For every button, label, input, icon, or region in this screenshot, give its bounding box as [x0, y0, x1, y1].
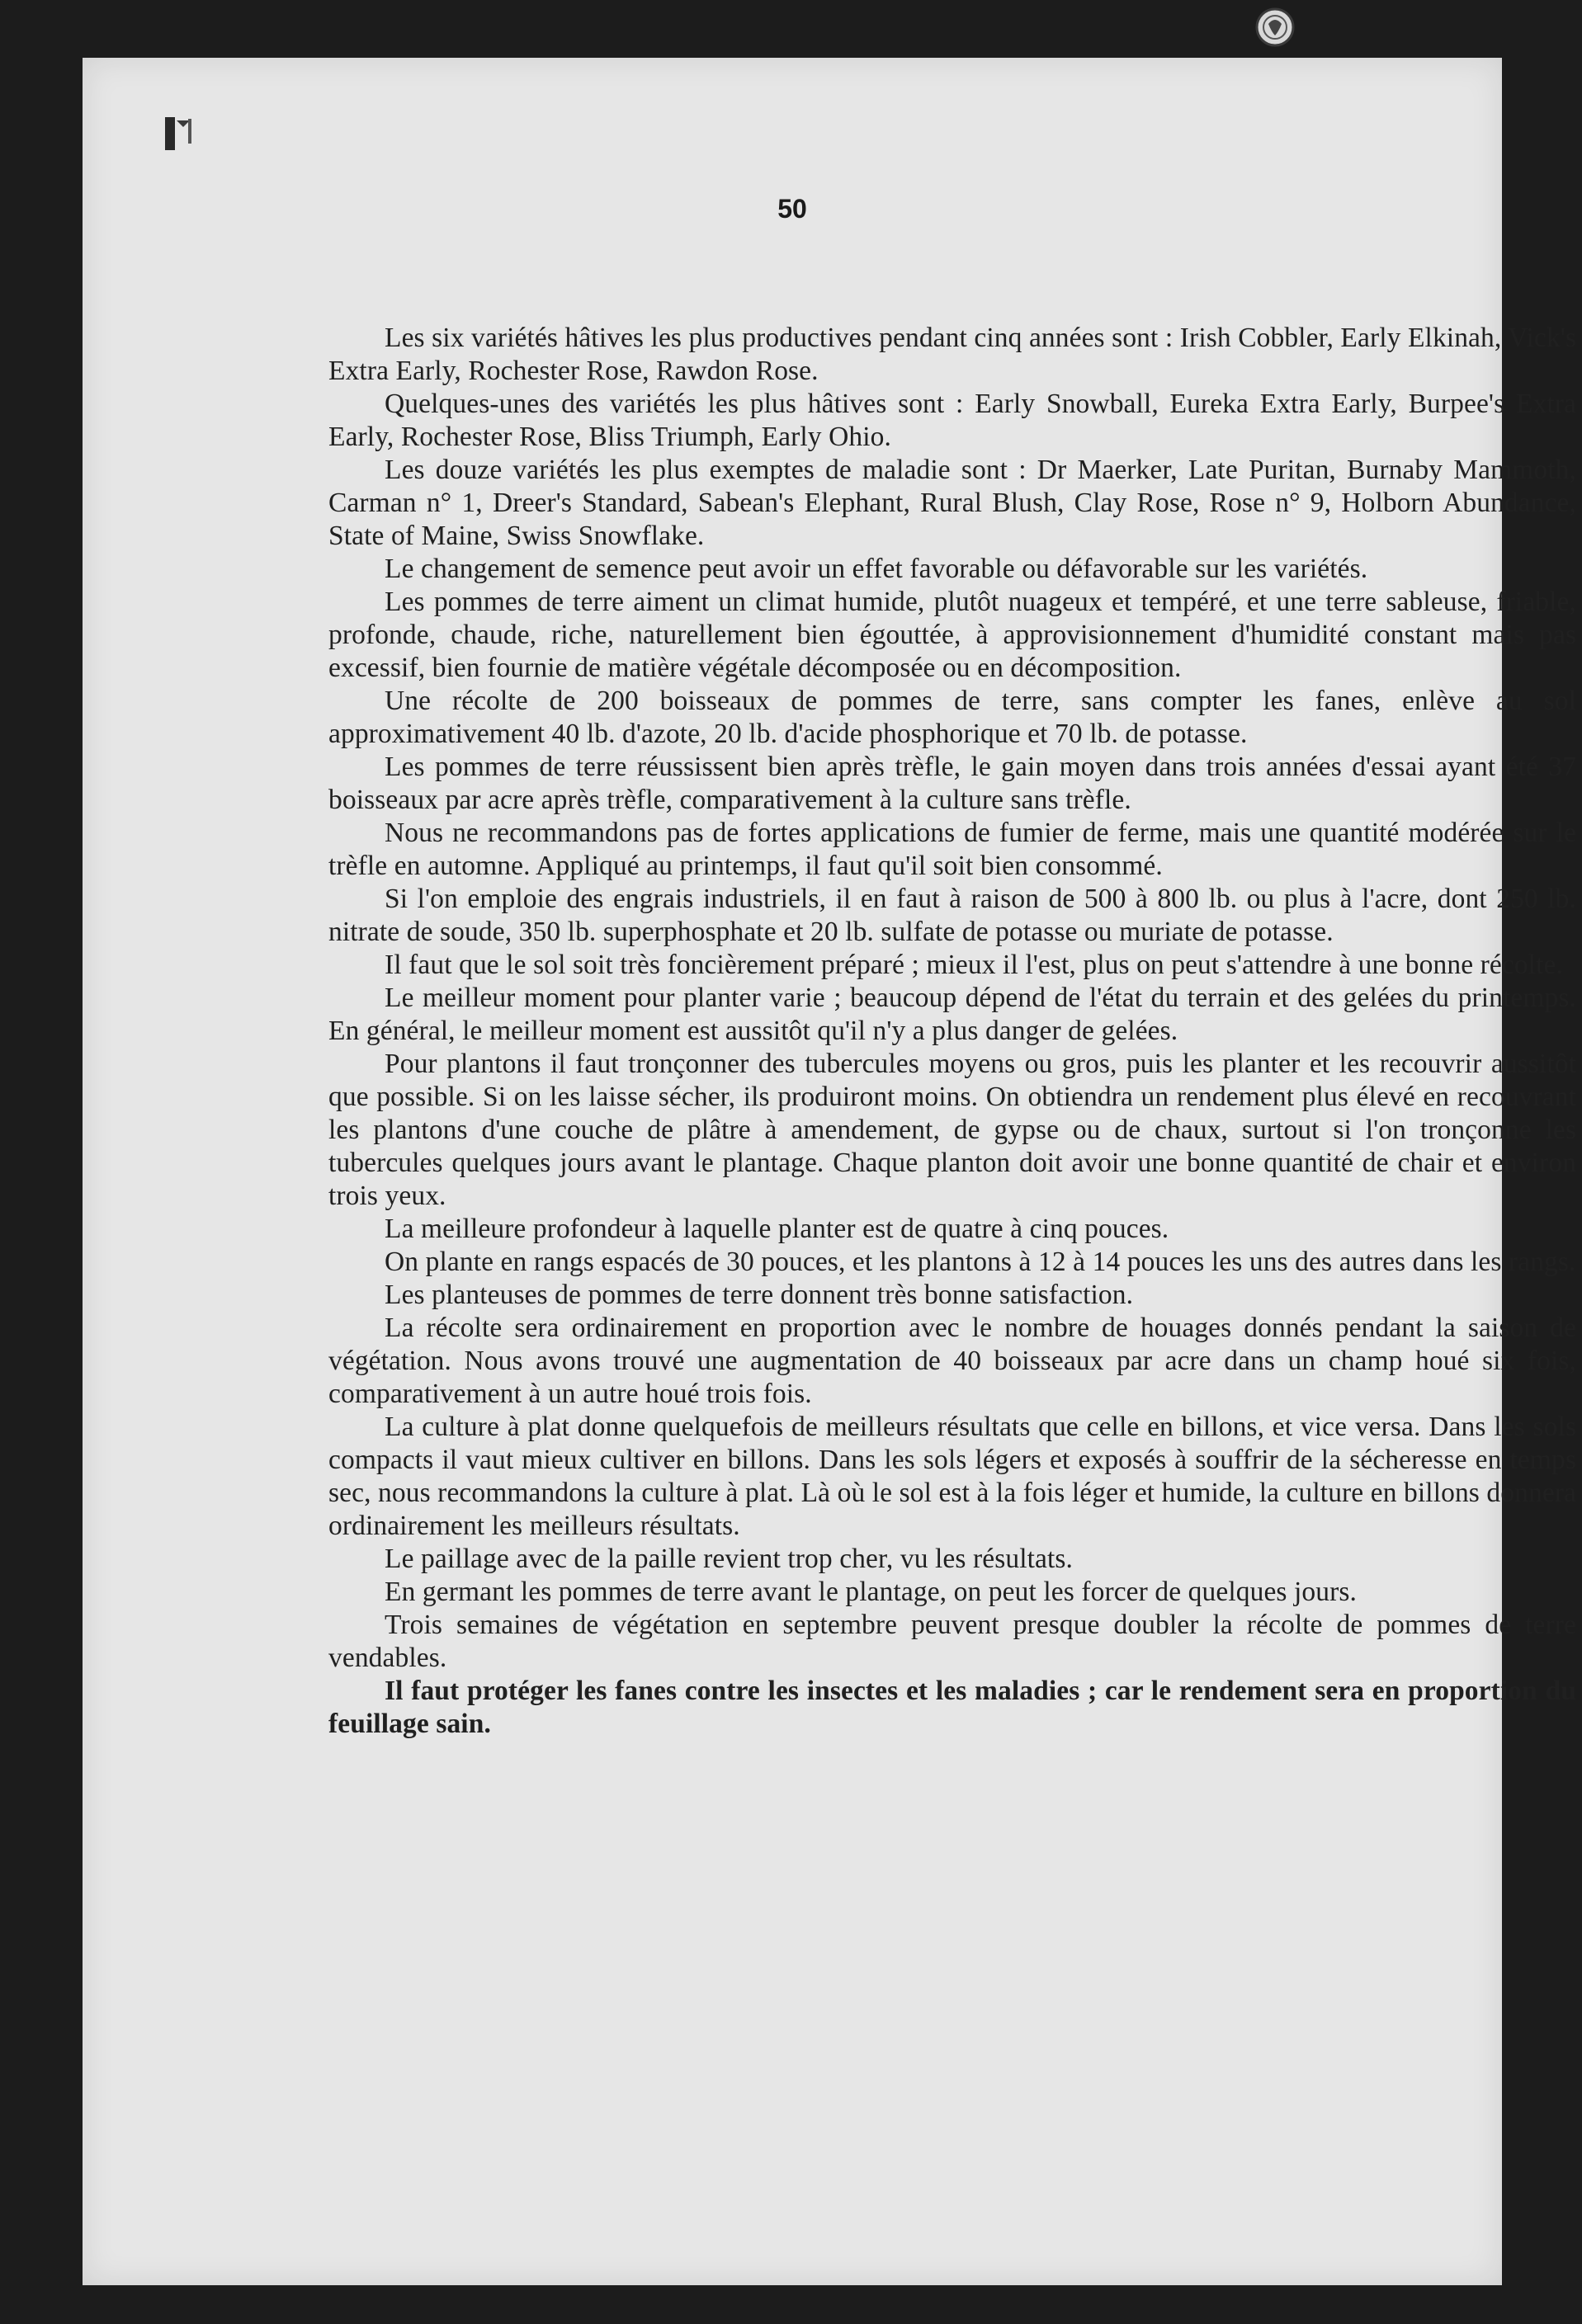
paragraph-conclusion: Il faut protéger les fanes contre les insectes et les maladies ; car le rendement sera en proportion du feuillage sain.	[328, 1676, 1576, 1739]
paragraph: Les planteuses de pommes de terre donnent très bonne satisfaction.	[385, 1280, 1134, 1310]
page-number: 50	[777, 194, 807, 224]
paragraph: Trois semaines de végétation en septembre peuvent presque doubler la récolte de pommes de terre vendables.	[328, 1610, 1576, 1673]
paragraph: Le meilleur moment pour planter varie ; beaucoup dépend de l'état du terrain et des gelées du printemps. En général, le meilleur moment est aussitôt qu'il n'y a plus danger de gelées.	[328, 983, 1576, 1046]
paragraph: Une récolte de 200 boisseaux de pommes de terre, sans compter les fanes, enlève au sol approximativement 40 lb. d'azote, 20 lb. d'acide phosphorique et 70 lb. de potasse.	[328, 686, 1576, 749]
paragraph: Quelques-unes des variétés les plus hâtives sont : Early Snowball, Eureka Extra Early, Burpee's Extra Early, Rochester Rose, Bliss Triumph, Early Ohio.	[328, 389, 1576, 452]
paragraph: La meilleure profondeur à laquelle planter est de quatre à cinq pouces.	[385, 1214, 1169, 1244]
paragraph: Nous ne recommandons pas de fortes applications de fumier de ferme, mais une quantité modérée sur le trèfle en automne. Appliqué au printemps, il faut qu'il soit bien consommé.	[328, 818, 1576, 881]
paragraph: Il faut que le sol soit très foncièrement préparé ; mieux il l'est, plus on peut s'attendre à une bonne récolte.	[385, 950, 1563, 980]
paragraph: Les pommes de terre aiment un climat humide, plutôt nuageux et tempéré, et une terre sableuse, friable, profonde, chaude, riche, naturellement bien égouttée, à approvisionnement d'humidité constant mais pas excessif, bien fournie de matière végétale décomposée ou en décomposition.	[328, 587, 1576, 683]
paragraph: Le changement de semence peut avoir un effet favorable ou défavorable sur les variétés.	[385, 554, 1368, 584]
paragraph: On plante en rangs espacés de 30 pouces, et les plantons à 12 à 14 pouces les uns des autres dans les rangs.	[385, 1247, 1576, 1277]
paragraph: Les douze variétés les plus exemptes de maladie sont : Dr Maerker, Late Puritan, Burnaby Mammoth, Carman n° 1, Dreer's Standard, Sabean's Elephant, Rural Blush, Clay Rose, Rose n° 9, Holborn Abundance, State of Maine, Swiss Snowflake.	[328, 455, 1576, 551]
paragraph: La culture à plat donne quelquefois de meilleurs résultats que celle en billons, et vice versa. Dans les sols compacts il vaut mieux cultiver en billons. Dans les sols légers et exposés à souffrir de la sécheresse en temps sec, nous recommandons la culture à plat. Là où le sol est à la fois léger et humide, la culture en billons donnera ordinairement les meilleurs résultats.	[328, 1412, 1577, 1541]
paragraph: Les six variétés hâtives les plus productives pendant cinq années sont : Irish Cobbler, Early Elkinah, Vick's Extra Early, Rochester Rose, Rawdon Rose.	[328, 323, 1576, 386]
paragraph: La récolte sera ordinairement en proportion avec le nombre de houages donnés pendant la saison de végétation. Nous avons trouvé une augmentation de 40 boisseaux par acre dans un champ houé six fois, comparativement à un autre houé trois fois.	[328, 1313, 1576, 1409]
document-page	[83, 58, 1577, 2285]
paragraph: Pour plantons il faut tronçonner des tubercules moyens ou gros, puis les planter et les recouvrir aussitôt que possible. Si on les laisse sécher, ils produiront moins. On obtiendra un rendement plus élevé en recouvrant les plantons d'une couche de plâtre à amendement, de gypse ou de chaux, surtout si l'on tronçonne les tubercules quelques jours avant le plantage. Chaque planton doit avoir une bonne quantité de chair et environ trois yeux.	[328, 1049, 1576, 1211]
archive-stamp	[1250, 4, 1300, 50]
binding-mark	[165, 117, 215, 150]
paragraph: En germant les pommes de terre avant le plantage, on peut les forcer de quelques jours.	[385, 1577, 1357, 1607]
paragraph: Si l'on emploie des engrais industriels, il en faut à raison de 500 à 800 lb. ou plus à l'acre, dont 250 lb. nitrate de soude, 350 lb. superphosphate et 20 lb. sulfate de potasse ou muriate de potasse.	[328, 884, 1576, 947]
paragraph: Les pommes de terre réussissent bien après trèfle, le gain moyen dans trois années d'essai ayant été 37 boisseaux par acre après trèfle, comparativement à la culture sans trèfle.	[328, 752, 1576, 815]
body-text	[328, 322, 1576, 1741]
paragraph: Le paillage avec de la paille revient trop cher, vu les résultats.	[385, 1544, 1074, 1574]
